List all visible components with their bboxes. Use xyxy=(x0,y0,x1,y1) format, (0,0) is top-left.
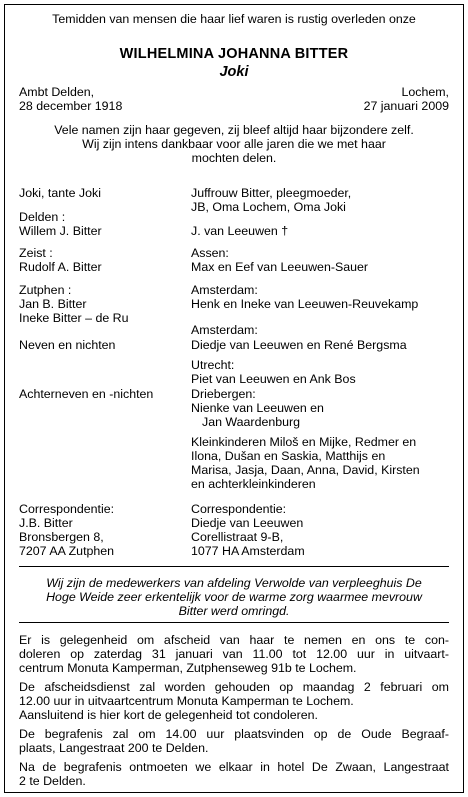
relative-label: Neven en nichten xyxy=(19,338,116,352)
relative-name: Nienke van Leeuwen en xyxy=(191,401,324,415)
correspondence-name: Diedje van Leeuwen xyxy=(191,516,304,530)
tribute-line: Vele namen zijn haar gegeven, zij bleef altijd haar bijzondere zelf. xyxy=(54,123,414,137)
death-date: 27 januari 2009 xyxy=(363,99,449,113)
deceased-name: WILHELMINA JOHANNA BITTER xyxy=(119,46,349,62)
relative-name: Jan B. Bitter xyxy=(19,297,87,311)
paragraph-line: doleren op zaterdag 31 januari van 11.00 tot 12.00 uur in uitvaart- xyxy=(19,647,449,661)
correspondence-label: Correspondentie: xyxy=(19,502,115,516)
birth-place: Ambt Delden, xyxy=(19,85,95,99)
relative-name: Willem J. Bitter xyxy=(19,224,102,238)
paragraph-line: 12.00 uur in uitvaartcentrum Monuta Kamperman te Lochem. xyxy=(19,694,354,708)
divider xyxy=(19,622,449,623)
correspondence-city: 1077 HA Amsterdam xyxy=(191,544,305,558)
thanks-line: Hoge Weide zeer erkentelijk voor de warme zorg waarmee mevrouw xyxy=(46,590,422,604)
grandchildren-line: Ilona, Dušan en Saskia, Matthijs en xyxy=(191,449,386,463)
deceased-nickname: Joki xyxy=(219,64,249,80)
correspondence-street: Bronsbergen 8, xyxy=(19,530,104,544)
tribute-line: Wij zijn intens dankbaar voor alle jaren die we met haar xyxy=(82,137,386,151)
relative-name: Henk en Ineke van Leeuwen-Reuvekamp xyxy=(191,297,419,311)
relative-label: Achterneven en -nichten xyxy=(19,387,154,401)
tribute-line: mochten delen. xyxy=(191,151,277,165)
grandchildren-line: en achterkleinkinderen xyxy=(191,477,316,491)
relative-label: JB, Oma Lochem, Oma Joki xyxy=(191,200,346,214)
birth-date: 28 december 1918 xyxy=(19,99,123,113)
city-label: Assen: xyxy=(191,246,229,260)
relative-label: Joki, tante Joki xyxy=(19,186,101,200)
relative-name: Jan Waardenburg xyxy=(202,415,301,429)
city-label: Zutphen : xyxy=(19,283,72,297)
city-label: Driebergen: xyxy=(191,387,256,401)
city-label: Delden : xyxy=(19,210,66,224)
divider xyxy=(19,566,449,567)
grandchildren-line: Marisa, Jasja, Daan, Anna, David, Kirsten xyxy=(191,463,420,477)
correspondence-street: Corellistraat 9-B, xyxy=(191,530,284,544)
relative-label: Juffrouw Bitter, pleegmoeder, xyxy=(191,186,352,200)
relative-name: Ineke Bitter – de Ru xyxy=(19,311,129,325)
obituary-notice xyxy=(4,4,464,793)
correspondence-city: 7207 AA Zutphen xyxy=(19,544,115,558)
paragraph-line: centrum Monuta Kamperman, Zutphenseweg 91b te Lochem. xyxy=(19,661,357,675)
relative-name: Diedje van Leeuwen en René Bergsma xyxy=(191,338,407,352)
relative-name: Rudolf A. Bitter xyxy=(19,260,102,274)
intro-text: Temidden van mensen die haar lief waren is rustig overleden onze xyxy=(52,12,416,26)
city-label: Amsterdam: xyxy=(191,323,258,337)
correspondence-label: Correspondentie: xyxy=(191,502,287,516)
city-label: Utrecht: xyxy=(191,358,235,372)
grandchildren-line: Kleinkinderen Miloš en Mijke, Redmer en xyxy=(191,435,417,449)
thanks-line: Wij zijn de medewerkers van afdeling Verwolde van verpleeghuis De xyxy=(46,576,422,590)
relative-name: J. van Leeuwen † xyxy=(191,224,289,238)
relative-name: Max en Eef van Leeuwen-Sauer xyxy=(191,260,369,274)
paragraph-line: De begrafenis zal om 14.00 uur plaatsvinden op de Oude Begraaf- xyxy=(19,727,449,741)
paragraph-line: Er is gelegenheid om afscheid van haar te nemen en ons te con- xyxy=(19,633,449,647)
relative-name: Piet van Leeuwen en Ank Bos xyxy=(191,372,356,386)
thanks-line: Bitter werd omringd. xyxy=(178,604,290,618)
correspondence-name: J.B. Bitter xyxy=(19,516,73,530)
paragraph-line: De afscheidsdienst zal worden gehouden op maandag 2 februari om xyxy=(19,680,449,694)
paragraph-line: Aansluitend is hier kort de gelegenheid tot condoleren. xyxy=(19,708,318,722)
death-place: Lochem, xyxy=(401,85,449,99)
paragraph-line: Na de begrafenis ontmoeten we elkaar in hotel De Zwaan, Langestraat xyxy=(19,760,449,774)
paragraph-line: plaats, Langestraat 200 te Delden. xyxy=(19,741,209,755)
city-label: Amsterdam: xyxy=(191,283,258,297)
city-label: Zeist : xyxy=(19,246,53,260)
paragraph-line: 2 te Delden. xyxy=(19,774,86,788)
